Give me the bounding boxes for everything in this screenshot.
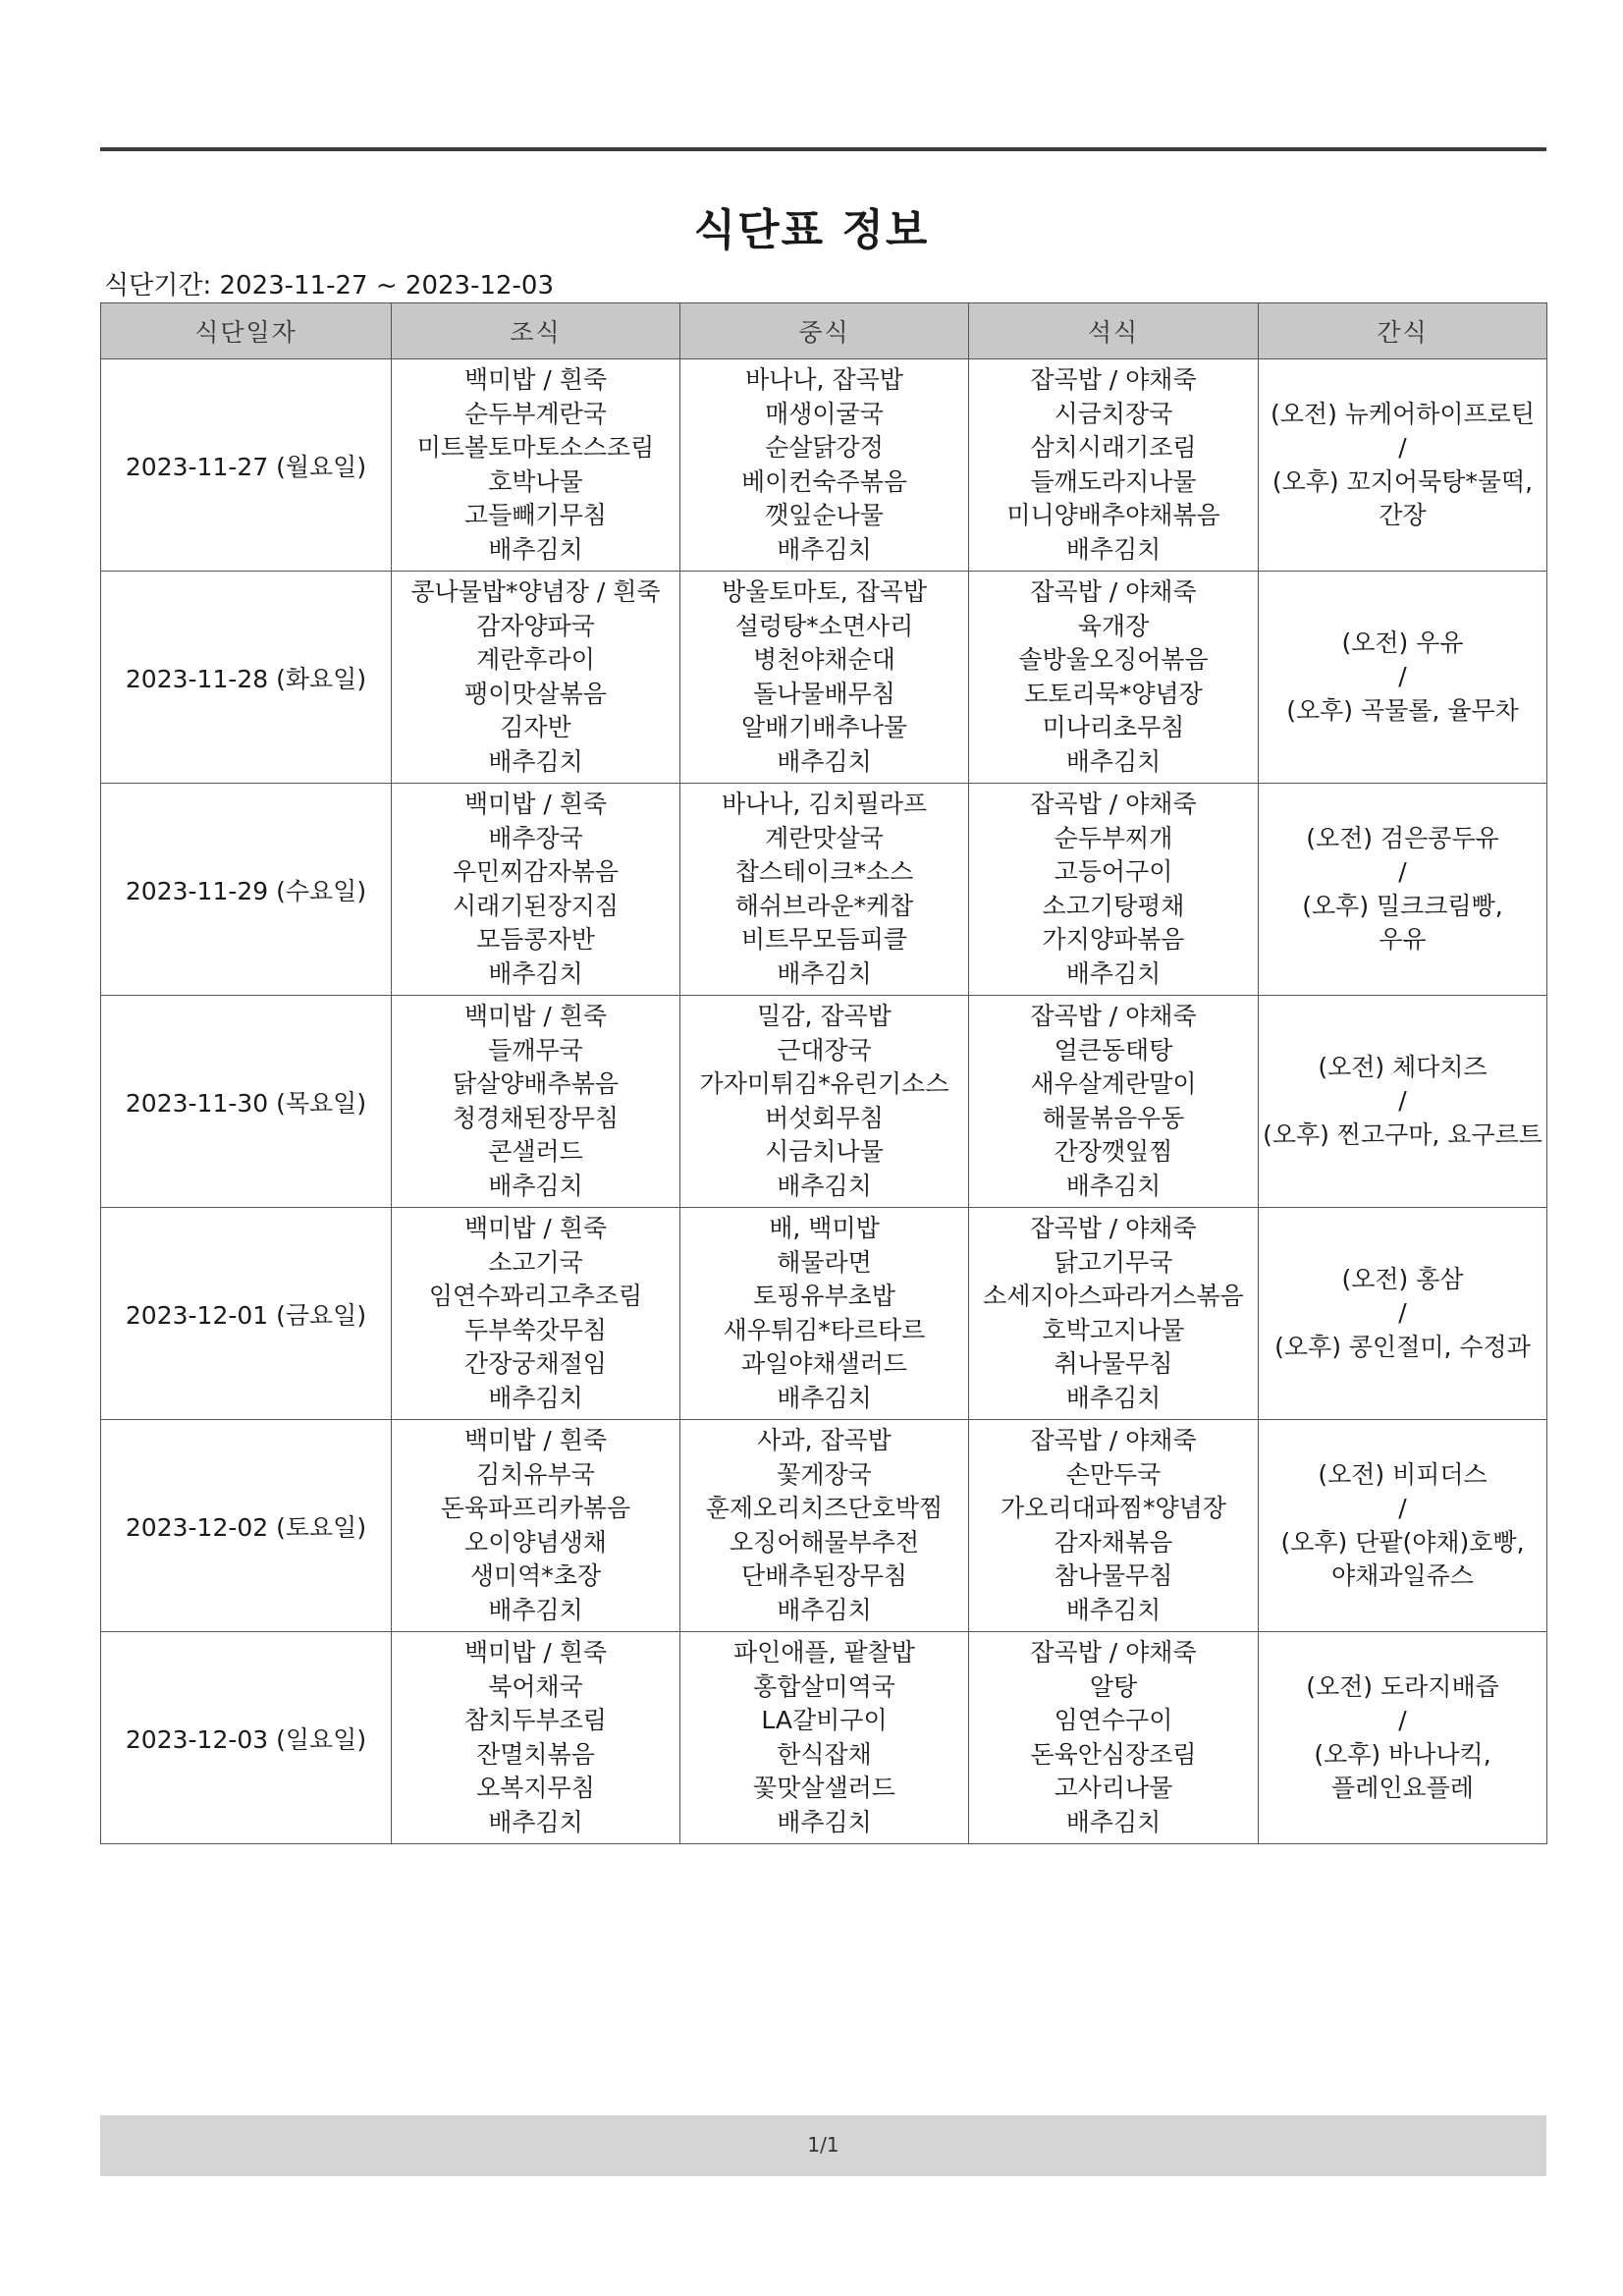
table-row (101, 784, 1547, 996)
breakfast-item: 배추김치 (488, 746, 583, 776)
dinner-item: 잡곡밥 / 야채죽 (1030, 790, 1197, 818)
lunch-item: 오징어해물부추전 (729, 1527, 920, 1557)
lunch-item: 순살닭강정 (765, 433, 884, 462)
breakfast-item: 배추김치 (488, 1807, 583, 1836)
date-cell: 2023-12-03 (일요일) (101, 1632, 392, 1844)
snack-cell (1259, 1632, 1547, 1844)
dinner-item: 들깨도라지나물 (1030, 466, 1197, 496)
lunch-cell (680, 1208, 969, 1420)
breakfast-item: 백미밥 / 흰죽 (463, 790, 608, 818)
dinner-item: 배추김치 (1065, 534, 1162, 564)
page-number: 1/1 (807, 2133, 839, 2157)
snack-cell (1259, 359, 1547, 572)
lunch-item: 사과, 잡곡밥 (757, 1426, 892, 1454)
lunch-item: 배추김치 (777, 534, 872, 564)
table-row (101, 1420, 1547, 1632)
snack-item: (오후) 꼬지어묵탕*물떡, (1271, 466, 1534, 496)
snack-item: / (1398, 857, 1407, 886)
dinner-item: 배추김치 (1065, 746, 1162, 776)
lunch-item: 병천야채순대 (753, 645, 895, 674)
dinner-item: 솔방울오징어볶음 (1018, 645, 1209, 674)
dinner-item: 잡곡밥 / 야채죽 (1030, 1214, 1197, 1242)
breakfast-item: 소고기국 (488, 1247, 583, 1277)
snack-item: (오후) 콩인절미, 수정과 (1274, 1332, 1531, 1361)
dinner-cell (969, 572, 1259, 784)
dinner-item: 감자채볶음 (1054, 1527, 1173, 1557)
dinner-item: 배추김치 (1065, 1595, 1162, 1624)
dinner-item: 소세지아스파라거스볶음 (983, 1282, 1244, 1310)
snack-item: (오전) 우유 (1341, 628, 1464, 657)
dinner-item: 호박고지나물 (1042, 1315, 1185, 1344)
dinner-cell (969, 1632, 1259, 1844)
snack-item: (오전) 체다치즈 (1318, 1052, 1488, 1081)
breakfast-item: 참치두부조림 (464, 1706, 607, 1734)
dinner-item: 배추김치 (1065, 1383, 1162, 1412)
dinner-item: 손만두국 (1065, 1459, 1162, 1489)
dinner-item: 얼큰동태탕 (1054, 1035, 1173, 1065)
snack-cell (1259, 996, 1547, 1208)
lunch-item: 배추김치 (777, 958, 872, 988)
lunch-item: 알배기배추나물 (740, 713, 908, 741)
breakfast-item: 백미밥 / 흰죽 (463, 365, 608, 394)
lunch-item: 배추김치 (777, 1171, 872, 1200)
lunch-item: 새우튀김*타르타르 (723, 1315, 926, 1344)
breakfast-item: 잔멸치볶음 (476, 1739, 595, 1769)
lunch-item: 배, 백미밥 (769, 1214, 880, 1242)
lunch-item: 꽃게장국 (777, 1459, 872, 1489)
breakfast-item: 콩나물밥*양념장 / 흰죽 (410, 577, 661, 606)
menu-table (100, 302, 1547, 1844)
breakfast-item: 닭살양배추볶음 (452, 1069, 620, 1098)
lunch-item: 배추김치 (777, 746, 872, 776)
dinner-item: 새우살계란말이 (1030, 1069, 1197, 1098)
breakfast-item: 배추김치 (488, 534, 583, 564)
table-row (101, 572, 1547, 784)
snack-item: (오전) 뉴케어하이프로틴 (1271, 399, 1535, 428)
snack-cell (1259, 1420, 1547, 1632)
breakfast-item: 배추김치 (488, 1595, 583, 1624)
dinner-item: 배추김치 (1065, 958, 1162, 988)
dinner-cell (969, 996, 1259, 1208)
dinner-item: 미나리초무침 (1042, 713, 1185, 741)
lunch-item: 근대장국 (777, 1035, 872, 1065)
snack-item: (오후) 찐고구마, 요구르트 (1263, 1120, 1542, 1149)
date-cell: 2023-11-27 (월요일) (101, 359, 392, 572)
breakfast-item: 생미역*초장 (469, 1561, 602, 1590)
breakfast-cell (392, 1632, 680, 1844)
lunch-item: 배추김치 (777, 1595, 872, 1624)
breakfast-item: 콘샐러드 (488, 1137, 583, 1166)
lunch-item: 배추김치 (777, 1807, 872, 1836)
dinner-item: 참나물무침 (1054, 1561, 1173, 1590)
snack-item: (오전) 홍삼 (1341, 1264, 1464, 1293)
lunch-item: 꽃맛살샐러드 (753, 1774, 895, 1802)
header-date: 식단일자 (101, 303, 392, 359)
dinner-item: 알탕 (1089, 1671, 1138, 1701)
date-cell: 2023-11-30 (목요일) (101, 996, 392, 1208)
dinner-item: 순두부찌개 (1054, 823, 1173, 852)
breakfast-item: 북어채국 (488, 1671, 583, 1701)
lunch-cell (680, 572, 969, 784)
lunch-item: 바나나, 김치필라프 (721, 790, 928, 818)
lunch-item: 토핑유부초밥 (753, 1282, 895, 1310)
breakfast-item: 배추김치 (488, 1383, 583, 1412)
lunch-cell (680, 1420, 969, 1632)
lunch-cell (680, 996, 969, 1208)
date-cell: 2023-12-02 (토요일) (101, 1420, 392, 1632)
dinner-item: 간장깻잎찜 (1054, 1137, 1173, 1166)
breakfast-item: 팽이맛살볶음 (464, 679, 607, 708)
snack-item: / (1398, 1494, 1407, 1522)
snack-item: / (1398, 1298, 1407, 1328)
dinner-item: 배추김치 (1065, 1807, 1162, 1836)
breakfast-item: 배추장국 (488, 823, 583, 852)
snack-item: / (1398, 662, 1407, 691)
snack-item: / (1398, 433, 1407, 462)
breakfast-item: 들깨무국 (488, 1035, 583, 1065)
dinner-item: 시금치장국 (1054, 399, 1173, 428)
lunch-item: 배추김치 (777, 1383, 872, 1412)
top-rule (100, 147, 1546, 151)
lunch-item: 과일야채샐러드 (740, 1349, 908, 1378)
dinner-item: 배추김치 (1065, 1171, 1162, 1200)
header-snack: 간식 (1259, 303, 1547, 359)
header-lunch: 중식 (680, 303, 969, 359)
lunch-item: 한식잡채 (777, 1739, 872, 1769)
breakfast-item: 오이양념생채 (464, 1527, 607, 1557)
dinner-item: 임연수구이 (1054, 1706, 1173, 1734)
breakfast-item: 김치유부국 (476, 1459, 595, 1489)
snack-cell (1259, 572, 1547, 784)
menu-body (101, 359, 1547, 1844)
dinner-cell (969, 359, 1259, 572)
breakfast-cell (392, 1208, 680, 1420)
table-row (101, 1632, 1547, 1844)
dinner-item: 고등어구이 (1054, 857, 1173, 886)
lunch-item: 찹스테이크*소스 (734, 857, 914, 886)
dinner-item: 취나물무침 (1054, 1349, 1173, 1378)
breakfast-item: 백미밥 / 흰죽 (463, 1426, 608, 1454)
date-cell: 2023-11-28 (화요일) (101, 572, 392, 784)
lunch-item: 해물라면 (777, 1247, 872, 1277)
dinner-cell (969, 1208, 1259, 1420)
dinner-item: 잡곡밥 / 야채죽 (1030, 1002, 1197, 1030)
dinner-item: 소고기탕평채 (1042, 891, 1185, 920)
breakfast-item: 오복지무침 (476, 1774, 595, 1802)
snack-item: 야채과일쥬스 (1331, 1561, 1474, 1590)
header-row (101, 303, 1547, 359)
snack-item: (오전) 비피더스 (1318, 1459, 1488, 1489)
snack-item: (오후) 밀크크림빵, (1302, 891, 1503, 920)
lunch-item: 비트무모듬피클 (740, 925, 908, 954)
lunch-item: 매생이굴국 (765, 399, 884, 428)
dinner-cell (969, 784, 1259, 996)
table-row (101, 1208, 1547, 1420)
lunch-item: 훈제오리치즈단호박찜 (705, 1494, 944, 1522)
snack-item: (오전) 검은콩두유 (1306, 823, 1499, 852)
breakfast-item: 우민찌감자볶음 (452, 857, 620, 886)
dinner-item: 고사리나물 (1054, 1774, 1173, 1802)
dinner-item: 닭고기무국 (1054, 1247, 1173, 1277)
dinner-item: 돈육안심장조림 (1030, 1739, 1197, 1769)
snack-item: (오전) 도라지배즙 (1306, 1671, 1499, 1701)
header-breakfast: 조식 (392, 303, 680, 359)
snack-item: (오후) 바나나킥, (1314, 1739, 1491, 1769)
lunch-item: 바나나, 잡곡밥 (745, 365, 903, 394)
snack-item: 우유 (1379, 925, 1427, 954)
dinner-item: 잡곡밥 / 야채죽 (1030, 1638, 1197, 1667)
breakfast-item: 임연수꽈리고추조림 (428, 1282, 643, 1310)
date-cell: 2023-11-29 (수요일) (101, 784, 392, 996)
dinner-item: 가오리대파찜*양념장 (1001, 1494, 1226, 1522)
breakfast-item: 모듬콩자반 (476, 925, 595, 954)
dinner-item: 가지양파볶음 (1042, 925, 1185, 954)
table-row (101, 996, 1547, 1208)
breakfast-item: 간장궁채절임 (464, 1349, 607, 1378)
table-row (101, 359, 1547, 572)
lunch-item: 밀감, 잡곡밥 (757, 1002, 892, 1030)
dinner-item: 해물볶음우동 (1042, 1103, 1185, 1132)
dinner-item: 삼치시래기조림 (1030, 433, 1197, 462)
lunch-item: 깻잎순나물 (765, 501, 884, 529)
breakfast-item: 돈육파프리카볶음 (440, 1494, 631, 1522)
lunch-item: 해쉬브라운*케찹 (734, 891, 914, 920)
dinner-item: 도토리묵*양념장 (1024, 679, 1203, 708)
lunch-item: 방울토마토, 잡곡밥 (721, 577, 928, 606)
lunch-cell (680, 1632, 969, 1844)
breakfast-item: 김자반 (500, 713, 571, 741)
breakfast-cell (392, 996, 680, 1208)
dinner-item: 미니양배추야채볶음 (1006, 501, 1220, 529)
footer-bar (100, 2115, 1546, 2176)
lunch-item: 버섯회무침 (765, 1103, 884, 1132)
lunch-item: 시금치나물 (765, 1137, 884, 1166)
dinner-cell (969, 1420, 1259, 1632)
breakfast-cell (392, 784, 680, 996)
lunch-item: 설렁탕*소면사리 (734, 611, 914, 640)
breakfast-item: 백미밥 / 흰죽 (463, 1002, 608, 1030)
lunch-item: 파인애플, 팥찰밥 (733, 1638, 915, 1667)
dinner-item: 육개장 (1077, 611, 1150, 640)
date-cell: 2023-12-01 (금요일) (101, 1208, 392, 1420)
menu-period: 식단기간: 2023-11-27 ~ 2023-12-03 (104, 271, 555, 301)
header-dinner: 석식 (969, 303, 1259, 359)
breakfast-item: 계란후라이 (476, 645, 595, 674)
page-title: 식단표 정보 (693, 205, 930, 255)
dinner-item: 잡곡밥 / 야채죽 (1030, 1426, 1197, 1454)
dinner-item: 잡곡밥 / 야채죽 (1030, 577, 1197, 606)
breakfast-cell (392, 1420, 680, 1632)
snack-item: (오후) 곡물롤, 율무차 (1286, 695, 1519, 725)
snack-cell (1259, 784, 1547, 996)
breakfast-cell (392, 359, 680, 572)
lunch-cell (680, 784, 969, 996)
lunch-item: 홍합살미역국 (753, 1671, 895, 1701)
lunch-item: 가자미튀김*유린기소스 (699, 1069, 949, 1098)
lunch-item: 단배추된장무침 (740, 1561, 908, 1590)
breakfast-item: 두부쑥갓무침 (464, 1315, 607, 1344)
snack-item: / (1398, 1086, 1407, 1116)
dinner-item: 잡곡밥 / 야채죽 (1030, 365, 1197, 394)
snack-item: (오후) 단팥(야채)호빵, (1280, 1527, 1525, 1557)
snack-item: / (1398, 1706, 1407, 1734)
breakfast-item: 미트볼토마토소스조림 (416, 433, 655, 462)
lunch-item: 돌나물배무침 (753, 679, 895, 708)
breakfast-item: 감자양파국 (476, 611, 595, 640)
snack-item: 간장 (1379, 501, 1427, 529)
breakfast-item: 순두부계란국 (464, 399, 607, 428)
snack-item: 플레인요플레 (1331, 1774, 1474, 1802)
breakfast-item: 시래기된장지짐 (452, 891, 620, 920)
lunch-item: 베이컨숙주볶음 (740, 466, 908, 496)
breakfast-item: 청경채된장무침 (452, 1103, 620, 1132)
breakfast-item: 배추김치 (488, 958, 583, 988)
lunch-item: 계란맛살국 (765, 823, 884, 852)
breakfast-item: 백미밥 / 흰죽 (463, 1214, 608, 1242)
breakfast-item: 고들빼기무침 (464, 501, 607, 529)
breakfast-item: 호박나물 (488, 466, 583, 496)
breakfast-item: 배추김치 (488, 1171, 583, 1200)
lunch-item: LA갈비구이 (761, 1706, 888, 1734)
breakfast-cell (392, 572, 680, 784)
breakfast-item: 백미밥 / 흰죽 (463, 1638, 608, 1667)
snack-cell (1259, 1208, 1547, 1420)
lunch-cell (680, 359, 969, 572)
